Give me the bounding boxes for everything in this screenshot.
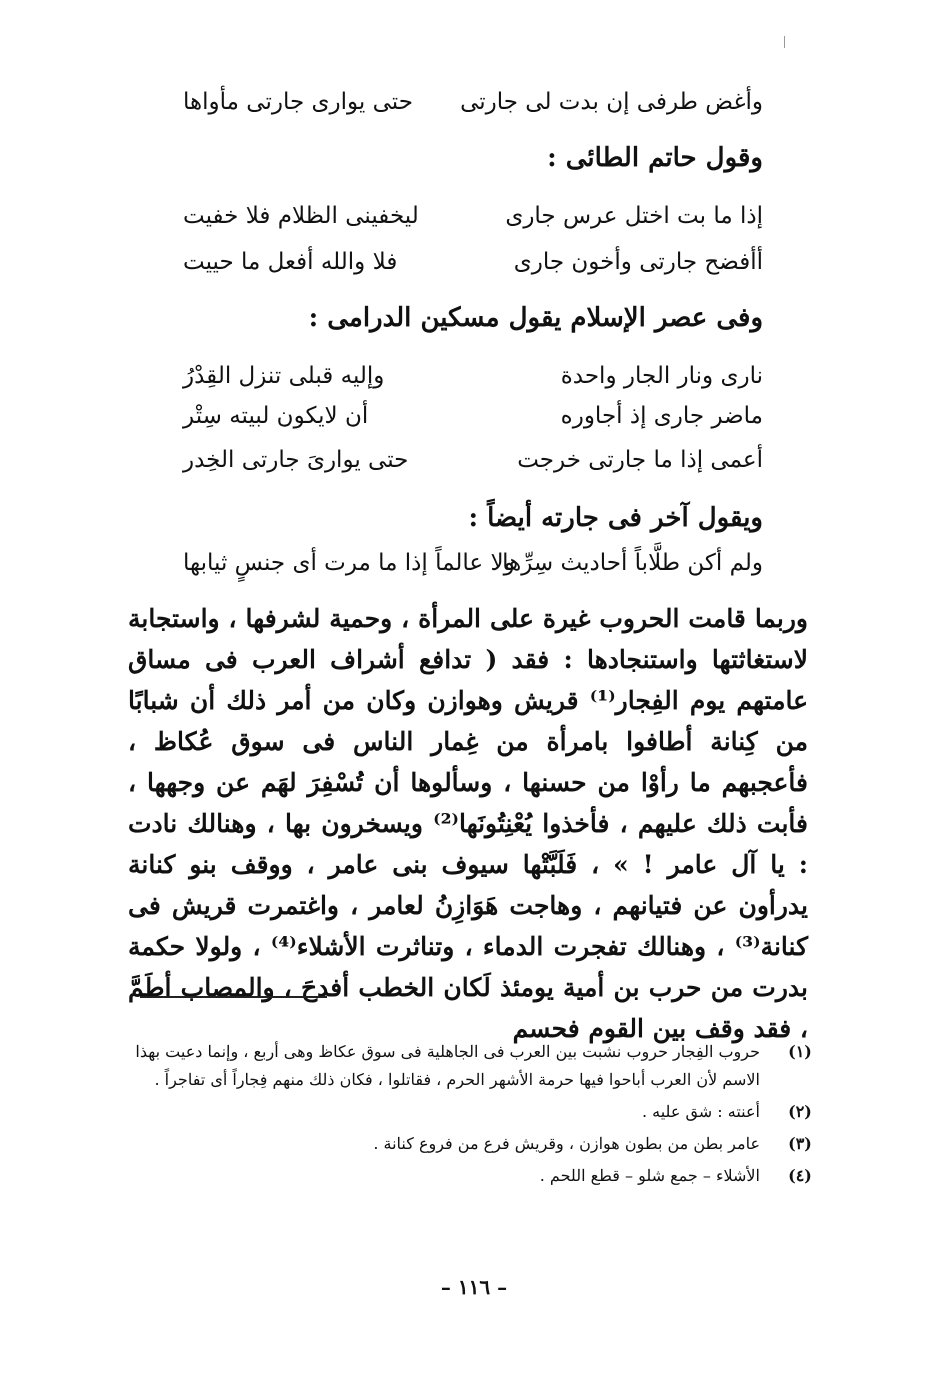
verse-second-hemistich: ليخفينى الظلام فلا خفيت <box>183 203 419 229</box>
verse-intro: ويقول آخر فى جارته أيضاً : <box>468 503 763 533</box>
verse-first-hemistich: أأفضح جارتى وأخون جارى <box>513 249 763 275</box>
verse-first-hemistich: أعمى إذا ما جارتى خرجت <box>517 447 763 473</box>
verse-line <box>183 396 763 436</box>
footnote-number: (١) <box>788 1042 812 1061</box>
verse-second-hemistich: حتى يوارىَ جارتى الخِدر <box>183 447 409 473</box>
footnotes <box>130 1038 820 1194</box>
verse-line <box>183 242 763 282</box>
footnote-number: (٤) <box>788 1166 812 1185</box>
verse-line <box>183 543 763 583</box>
footnote-text: الأشلاء – جمع شلو – قطع اللحم . <box>539 1166 760 1185</box>
verse-first-hemistich: نارى ونار الجار واحدة <box>560 363 763 389</box>
footnote-text: حروب الفِجار حروب نشبت بين العرب فى الجاهلية فى سوق عكاظ وهى أربع ، وإنما دعيت بهذا الاسم لأن العرب أباحوا فيها حرمة الأشهر الحرم ، فقاتلوا ، فكان ذلك منهم فِجاراً أى تفاجراً . <box>135 1042 760 1089</box>
verse-intro: وقول حاتم الطائى : <box>547 143 763 173</box>
verse-second-hemistich: حتى يوارى جارتى مأواها <box>183 89 413 115</box>
footnote-text: عامر بطن من بطون هوازن ، وقريش فرع من فروع كنانة . <box>373 1134 760 1153</box>
verse-line <box>183 196 763 236</box>
verse-second-hemistich: أن لايكون لبيته سِتْر <box>183 403 369 429</box>
verse-first-hemistich: إذا ما بت اختل عرس جارى <box>505 203 763 229</box>
footnote <box>130 1130 820 1158</box>
footnote-text: أعنته : شق عليه . <box>641 1102 760 1121</box>
page-number: – ١١٦ – <box>440 1275 508 1299</box>
footnote-separator <box>140 996 327 998</box>
body-paragraph <box>128 598 808 1049</box>
verse-second-hemistich: ولا عالماً إذا ما مرت أى جنسٍ ثيابها <box>183 550 515 576</box>
verse-intro: وفى عصر الإسلام يقول مسكين الدرامى : <box>308 303 763 333</box>
footnote <box>130 1038 820 1094</box>
footnote-number: (٣) <box>788 1134 812 1153</box>
body-text: وربما قامت الحروب غيرة على المرأة ، وحمية لشرفها ، واستجابة لاستغاثتها واستنجادها : فقد ( تدافع أشراف العرب فى مساق عامتهم يوم الفِجار⁽¹⁾ قريش وهوازن وكان من أمر ذلك أن شبابًا من كِنانة أطافوا بامرأة من غِمار الناس فى سوق عُكاظ ، فأعجبهم ما رأوْا من حسنها ، وسألوها أن تُسْفِرَ لهَم عن وجهها ، فأبت ذلك عليهم ، فأخذوا يُعْنِتُونَها⁽²⁾ ويسخرون بها ، وهنالك نادت : يا آل عامر ! » ، فَلَبَّتْها سيوف بنى عامر ، ووقف بنو كنانة يدرأون عن فتيانهم ، وهاجت هَوَازِنُ لعامر ، واغتمرت قريش فى كنانة⁽³⁾ ، وهنالك تفجرت الدماء ، وتناثرت الأشلاء⁽⁴⁾ ، ولولا حكمة بدرت من حرب بن أمية يومئذ لَكان الخطب أفدحَ ، والمصاب أطَمَّ ، فقد وقف بين القوم فحسم <box>128 604 809 1043</box>
footnote-number: (٢) <box>788 1102 812 1121</box>
verse-second-hemistich: فلا والله أفعل ما حييت <box>183 249 398 275</box>
scan-mark <box>784 36 785 48</box>
footnote <box>130 1162 820 1190</box>
verse-first-hemistich: وأغض طرفى إن بدت لى جارتى <box>460 89 763 115</box>
footnote <box>130 1098 820 1126</box>
verse-first-hemistich: ماضر جارى إذ أجاوره <box>560 403 763 429</box>
verse-second-hemistich: وإليه قبلى تنزل القِدْرُ <box>183 363 385 389</box>
verse-line <box>183 356 763 396</box>
verse-first-hemistich: ولم أكن طلَّاباً أحاديث سِرِّها <box>502 550 763 576</box>
verse-line <box>183 82 763 122</box>
verse-line <box>183 440 763 480</box>
